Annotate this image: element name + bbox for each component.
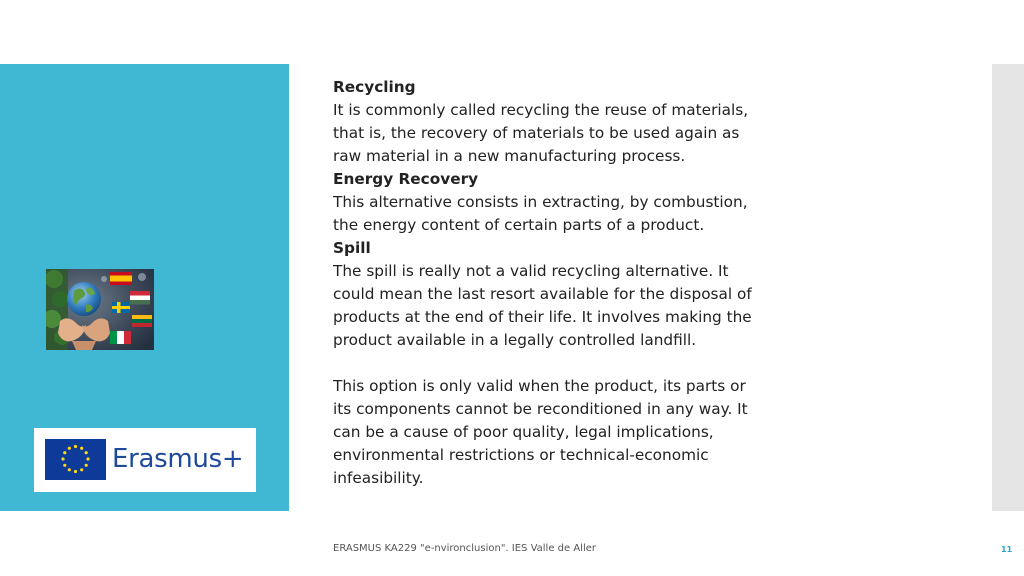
erasmus-plus-logo [34,428,256,492]
paragraph-gap [333,352,773,375]
energy-recovery-heading: Energy Recovery [333,170,479,188]
spill-line: could mean the last resort available for the disposal of [333,285,752,303]
spill-note-line: environmental restrictions or technical-economic [333,446,709,464]
spill-note-line: This option is only valid when the product, its parts or [333,377,746,395]
spill-line: The spill is really not a valid recycling alternative. It [333,262,729,280]
recycling-heading: Recycling [333,78,416,96]
erasmus-logo-text: Erasmus+ [112,444,244,474]
spill-note-line: its components cannot be reconditioned in any way. It [333,400,748,418]
page-number: 11 [1001,545,1013,554]
energy-recovery-line: the energy content of certain parts of a product. [333,216,705,234]
eu-flag-icon [45,439,106,480]
spill-note-line: can be a cause of poor quality, legal implications, [333,423,714,441]
spill-heading: Spill [333,239,371,257]
spill-note-line: infeasibility. [333,469,424,487]
right-gray-strip [992,64,1024,511]
spill-line: products at the end of their life. It involves making the [333,308,752,326]
recycling-line: raw material in a new manufacturing process. [333,147,686,165]
spill-line: product available in a legally controlled landfill. [333,331,697,349]
footer-text: ERASMUS KA229 "e-nvironclusion". IES Valle de Aller [333,543,596,554]
recycling-line: It is commonly called recycling the reuse of materials, [333,101,749,119]
globe-hands-flags-image [46,269,154,350]
main-text-content [333,76,773,490]
energy-recovery-line: This alternative consists in extracting, by combustion, [333,193,748,211]
recycling-line: that is, the recovery of materials to be used again as [333,124,740,142]
